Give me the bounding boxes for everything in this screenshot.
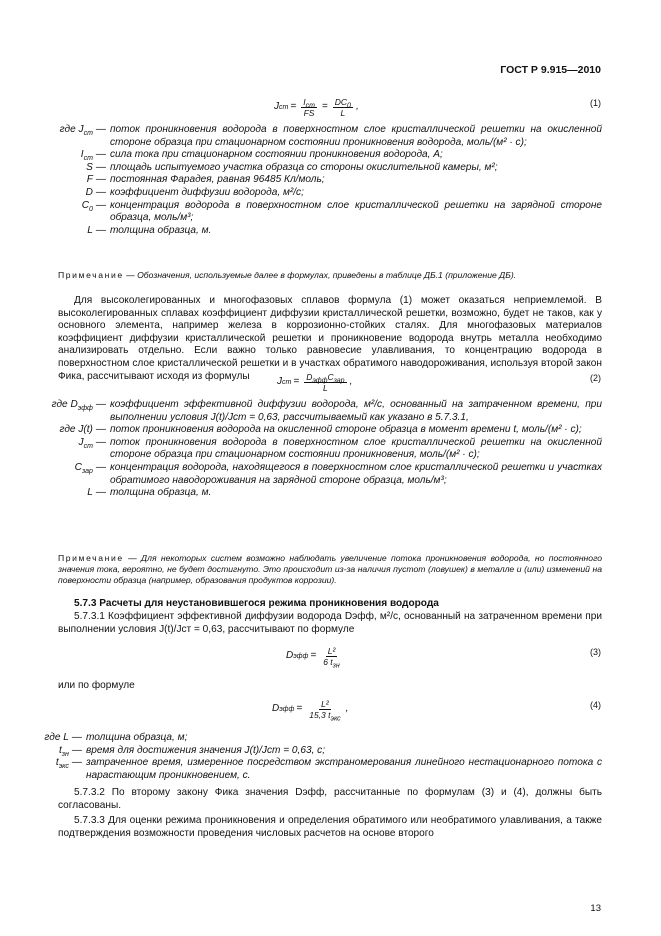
paragraph-5-7-3-1: 5.7.3.1 Коэффициент эффективной диффузии водорода Dэфф, м²/с, основанный на затраченном времени при выполнении условия J(t)/Jст = 0,63, рассчитывают по формуле <box>58 611 602 635</box>
formula-2-number: (2) <box>590 373 601 383</box>
formula-1-number: (1) <box>590 98 601 108</box>
definition-term: $t_{зн}$ — <box>58 744 82 758</box>
document-header: ГОСТ Р 9.915—2010 <box>500 64 601 76</box>
formula-1: J ст = $\frac{I_{ст}}{FS}$ = $\frac{DC_0}{L}$ , <box>274 97 359 118</box>
definition-description: толщина образца, м. <box>110 224 212 236</box>
definition-term: где J(t) — <box>59 424 106 436</box>
definition-description: сила тока при стационарном состоянии проникновения водорода, А; <box>110 149 443 161</box>
formula-3-fraction: $\frac{\text{L²}}{6 t_{зн}}$ <box>323 646 340 670</box>
definition-term: F — <box>86 174 106 186</box>
note-1-label: Примечание <box>58 270 124 280</box>
note-1 <box>58 270 602 281</box>
definition-term: S — <box>86 161 106 173</box>
definition-description: коэффициент эффективной диффузии водорода, м²/с, основанный на затраченном времени, при выполнении условия J(t)/Jст = 0,63, рассчитываемый как указано в 5.7.3.1, <box>110 399 602 423</box>
formula-3: D эфф = $\frac{\text{L²}}{6 t_{зн}}$ <box>286 646 340 670</box>
definition-description: поток проникновения водорода на окисленной стороне образца в момент времени t, моль/(м² · с); <box>110 424 582 436</box>
definitions-formula-1 <box>28 124 602 237</box>
definition-term: где $J_{ст}$ — <box>59 124 106 138</box>
definition-term: $J_{ст}$ — <box>78 436 106 450</box>
definition-term: L — <box>87 224 106 236</box>
note-1-text: — Обозначения, используемые далее в формулах, приведены в таблице ДБ.1 (приложение ДБ). <box>123 270 517 280</box>
formula-2: J ст = $\frac{D_{эфф}C_{зар}}{L}$ , <box>277 372 353 393</box>
formula-4-number: (4) <box>590 700 601 710</box>
page-number: 13 <box>590 903 601 914</box>
formula-1-fraction-2: $\frac{DC_0}{L}$ <box>334 97 351 118</box>
definition-description: затраченное время, измеренное посредством экстраномерования линейного нестационарного потока с нарастающим проникновением, с. <box>86 757 602 781</box>
formula-4: D эфф = $\frac{\text{L²}}{15,3 t_{экс}}$ , <box>272 699 349 723</box>
section-heading-5-7-3: 5.7.3 Расчеты для неустановившегося режима проникновения водорода <box>74 598 439 609</box>
definitions-formula-3-4 <box>26 732 602 782</box>
paragraph-5-7-3-3: 5.7.3.3 Для оценки режима проникновения и определения обратимого или необратимого улавливания, а также подтверждения возможности проведения числовых расчетов на основе второго <box>58 815 602 839</box>
definition-term: $t_{экс}$ — <box>55 757 82 771</box>
definition-description: концентрация водорода, находящегося в поверхностном слое кристаллической решетки и участках обратимого наводороживания на зарядной стороне образца, моль/м³; <box>110 461 602 486</box>
definition-description: время для достижения значения J(t)/Jст = 0,63, с; <box>86 744 326 756</box>
paragraph-5-7-3-2: 5.7.3.2 По второму закону Фика значения Dэфф, рассчитанные по формулам (3) и (4), должны быть согласованы. <box>58 787 602 811</box>
formula-1-lhs: J <box>274 101 279 113</box>
formula-1-fraction-1: $\frac{I_{ст}}{FS}$ <box>303 97 315 118</box>
definition-description: постоянная Фарадея, равная 96485 Кл/моль; <box>110 174 325 186</box>
definition-term: где L — <box>44 732 82 743</box>
definition-description: поток проникновения водорода в поверхностном слое кристаллической решетки на окисленной стороне образца при стационарном состоянии проникновения водорода, моль/(м² · с); <box>110 124 602 148</box>
paragraph-multiphase-alloys: Для высоколегированных и многофазовых сплавов формула (1) может оказаться неприемлемой. В высоколегированных сплавах коэффициент диффузии кристаллической решетки, возможно, будет не таков, как у основного элемента, например железа в коррозионно-стойких сталях. Для многофазовых материалов коэффициент диффузии кристаллической решетки и проникновение водорода внутрь металла необходимо анализировать отдельно. Если важно только равновесие улавливания, то концентрацию водорода в поверхностном слое кристаллической решетки и в участках обратимого наводороживания, используя второй закон Фика, рассчитывают исходя из формулы <box>58 295 602 382</box>
definition-term: где $D_{эфф}$ — <box>51 399 106 413</box>
or-formula-text: или по формуле <box>58 680 135 691</box>
definition-term: D — <box>85 186 106 198</box>
definition-term: $I_{ст}$ — <box>80 149 106 163</box>
definition-term: $C_{зар}$ — <box>74 461 106 475</box>
definition-description: коэффициент диффузии водорода, м²/с; <box>110 186 304 198</box>
note-2-text: — Для некоторых систем возможно наблюдать увеличение потока проникновения водорода, но постоянного значения тока, вероятно, не будет достигнуто. Это происходит из-за наличия пустот (ловушек) в металле и (или) изменений на поверхности образца (например, образования продуктов коррозии). <box>58 553 602 585</box>
formula-4-fraction: $\frac{\text{L²}}{15,3 t_{экс}}$ <box>309 699 341 723</box>
definition-description: концентрация водорода в поверхностном слое кристаллической решетки на зарядной стороне образца, моль/м³; <box>110 199 602 224</box>
note-2-label: Примечание <box>58 553 124 563</box>
definition-description: поток проникновения водорода в поверхностном слое кристаллической решетки на окисленной стороне образца при стационарном состоянии проникновения, моль/(м² · с); <box>110 436 602 461</box>
definition-description: площадь испытуемого участка образца со стороны окислительной камеры, м²; <box>110 161 498 173</box>
formula-2-fraction: $\frac{D_{эфф}C_{зар}}{L}$ <box>306 372 345 393</box>
definitions-formula-2 <box>28 399 602 500</box>
definition-description: толщина образца, м; <box>86 732 188 743</box>
definition-term: $C_0$ — <box>81 199 106 213</box>
definition-term: L — <box>87 487 106 499</box>
note-2 <box>58 553 602 586</box>
definition-description: толщина образца, м. <box>110 487 212 499</box>
formula-3-number: (3) <box>590 647 601 657</box>
